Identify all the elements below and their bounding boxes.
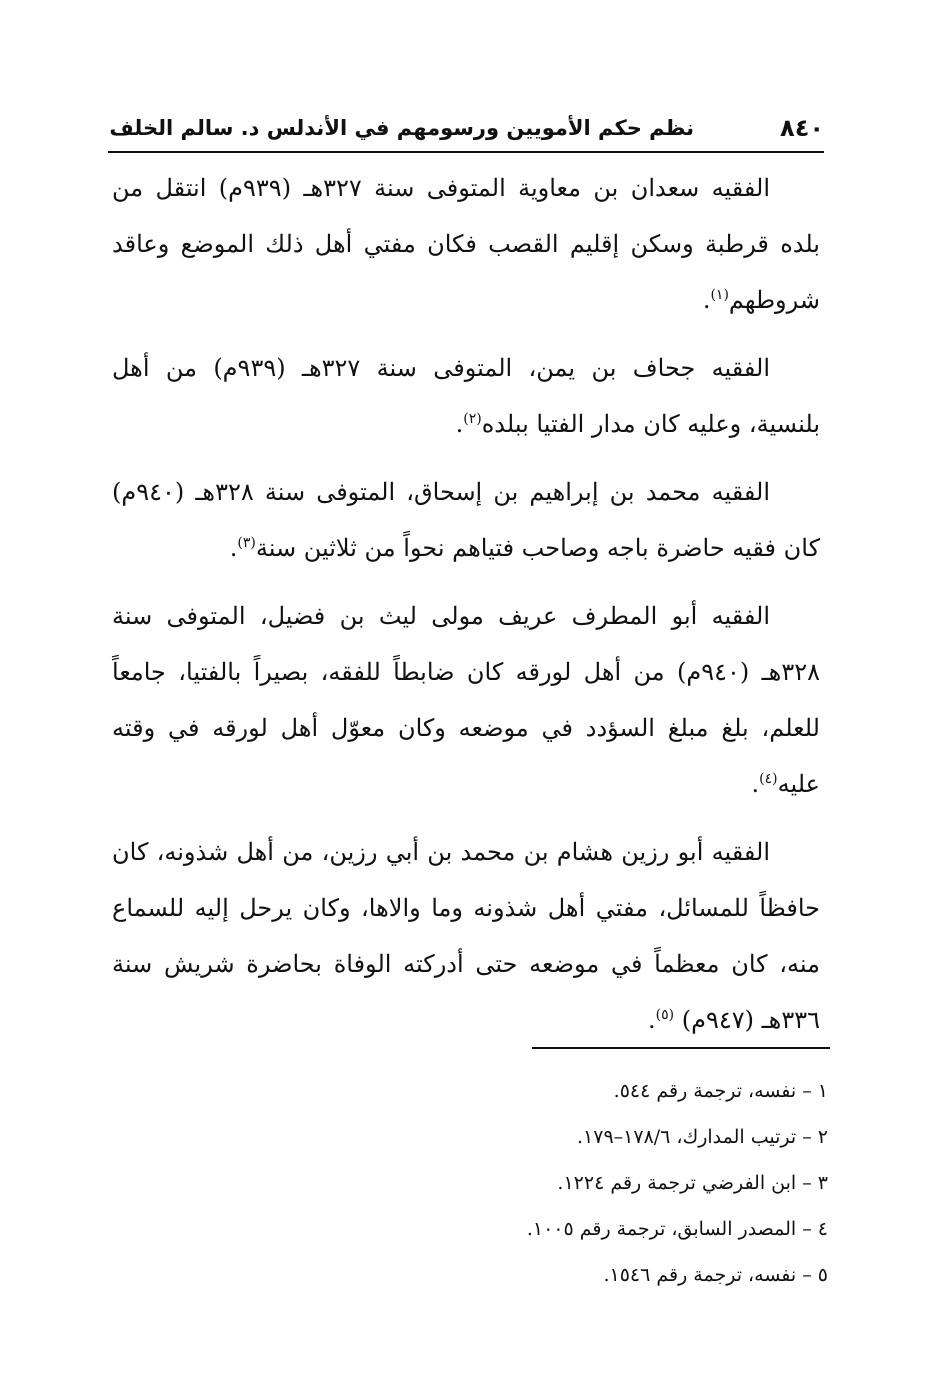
main-text (112, 160, 820, 1060)
footnote-item: ٢ – ترتيب المدارك، ١٧٨/٦–١٧٩. (576, 1126, 828, 1148)
paragraph-text: الفقيه جحاف بن يمن، المتوفى سنة ٣٢٧هـ (٩٣٩م) من أهل بلنسية، وعليه كان مدار الفتيا ببلده (112, 354, 820, 438)
footnote-item: ١ – نفسه، ترجمة رقم ٥٤٤. (613, 1080, 828, 1102)
paragraph-end: . (647, 1006, 656, 1034)
paragraph (112, 340, 820, 452)
footnote-item: ٣ – ابن الفرضي ترجمة رقم ١٢٢٤. (557, 1172, 828, 1194)
paragraph-end: . (751, 770, 760, 798)
paragraph (112, 588, 820, 812)
paragraph-text: الفقيه سعدان بن معاوية المتوفى سنة ٣٢٧هـ (٩٣٩م) انتقل من بلده قرطبة وسكن إقليم القصب فكان مفتي أهل ذلك الموضع وعاقد شروطهم (112, 174, 820, 314)
running-title: نظم حكم الأمويين ورسومهم في الأندلس د. سالم الخلف (109, 116, 694, 140)
page-number: ٨٤٠ (780, 114, 824, 142)
header-divider (108, 151, 824, 153)
footnotes (300, 1068, 828, 1298)
paragraph (112, 824, 820, 1048)
paragraph-end: . (455, 410, 464, 438)
paragraph (112, 464, 820, 576)
paragraph-text: الفقيه أبو رزين هشام بن محمد بن أبي رزين، من أهل شذونه، كان حافظاً للمسائل، مفتي أهل شذونه وما والاها، وكان يرحل إليه للسماع منه، كان معظماً في موضعه حتى أدركته الوفاة بحاضرة شريش سنة ٣٣٦هـ (٩٤٧م) (112, 838, 820, 1034)
paragraph-text: الفقيه أبو المطرف عريف مولى ليث بن فضيل، المتوفى سنة ٣٢٨هـ (٩٤٠م) من أهل لورقه كان ضابطاً للفقه، بصيراً بالفتيا، جامعاً للعلم، بلغ مبلغ السؤدد في موضعه وكان معوّل أهل لورقه في وقته عليه (112, 602, 820, 798)
paragraph-end: . (702, 286, 711, 314)
paragraph (112, 160, 820, 328)
footnote-item: ٤ – المصدر السابق، ترجمة رقم ١٠٠٥. (526, 1218, 828, 1240)
footnote-ref: (٥) (655, 1007, 675, 1023)
footnote-ref: (٤) (759, 771, 778, 787)
footnote-ref: (١) (710, 287, 729, 303)
footnote-ref: (٣) (237, 535, 256, 551)
paragraph-text: الفقيه محمد بن إبراهيم بن إسحاق، المتوفى سنة ٣٢٨هـ (٩٤٠م) كان فقيه حاضرة باجه وصاحب فتياهم نحواً من ثلاثين سنة (112, 478, 820, 562)
page-header (108, 110, 824, 150)
paragraph-end: . (229, 534, 238, 562)
footnote-ref: (٢) (463, 411, 482, 427)
footnote-item: ٥ – نفسه، ترجمة رقم ١٥٤٦. (603, 1264, 828, 1286)
footnote-divider (532, 1047, 830, 1049)
